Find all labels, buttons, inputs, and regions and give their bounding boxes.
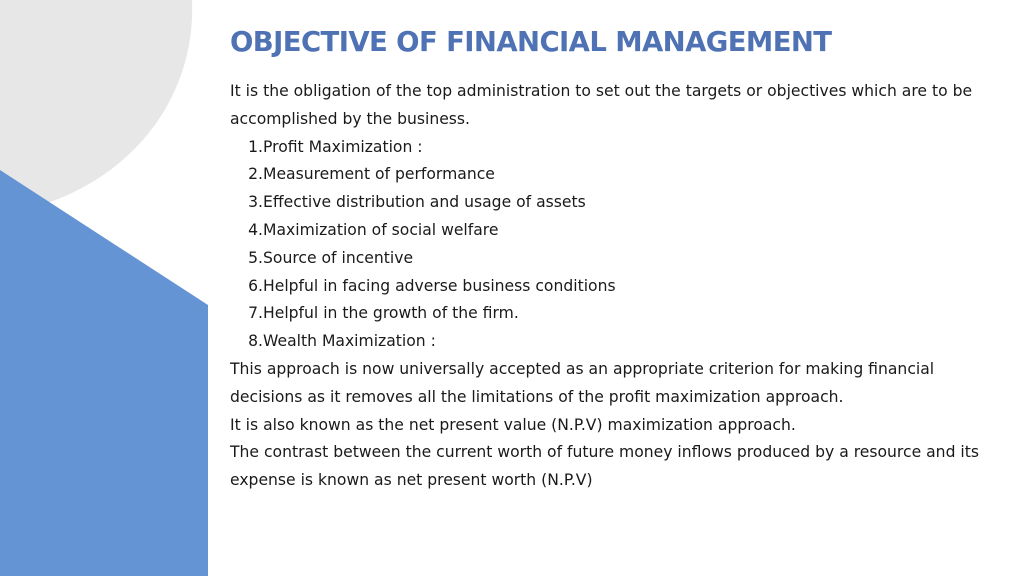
list-item-number: 2. [248,165,263,184]
list-item [230,273,990,301]
list-item-number: 8. [248,332,263,351]
list-item-number: 7. [248,304,263,323]
gray-arc-shape [0,0,192,207]
list-item-label: Maximization of social welfare [263,220,499,239]
list-item-label: Source of incentive [263,248,414,267]
wealth-maximization-paragraph: This approach is now universally accepted as an appropriate criterion for making financial decisions as it removes all the limitations of the profit maximization approach. [230,359,935,406]
list-item-number: 6. [248,276,263,295]
list-item-label: Measurement of performance [263,165,495,184]
list-item [230,245,990,273]
slide-title: OBJECTIVE OF FINANCIAL MANAGEMENT [230,26,832,58]
list-item [230,300,990,328]
list-item-number: 5. [248,248,263,267]
list-item-label: Helpful in the growth of the firm. [263,304,519,323]
objectives-list [230,134,990,356]
list-item-number: 3. [248,193,263,212]
blue-polygon-shape [0,170,208,576]
list-item-number: 4. [248,220,263,239]
list-item-label: Profit Maximization : [263,137,423,156]
list-item [230,217,990,245]
list-item [230,161,990,189]
npv-definition-paragraph: The contrast between the current worth of future money inflows produced by a resource and its expense is known as net present worth (N.P.V) [230,443,979,490]
intro-paragraph: It is the obligation of the top administration to set out the targets or objectives which are to be accomplished by the business. [230,82,973,128]
list-item-label: Effective distribution and usage of assets [263,193,586,212]
list-item-label: Wealth Maximization : [263,332,436,351]
list-item-label: Helpful in facing adverse business conditions [263,276,616,295]
list-item-number: 1. [248,137,263,156]
list-item [230,328,990,356]
list-item [230,189,990,217]
list-item [230,134,990,162]
slide-body [230,78,990,495]
slide-content [230,24,990,495]
npv-approach-paragraph: It is also known as the net present value (N.P.V) maximization approach. [230,415,796,434]
